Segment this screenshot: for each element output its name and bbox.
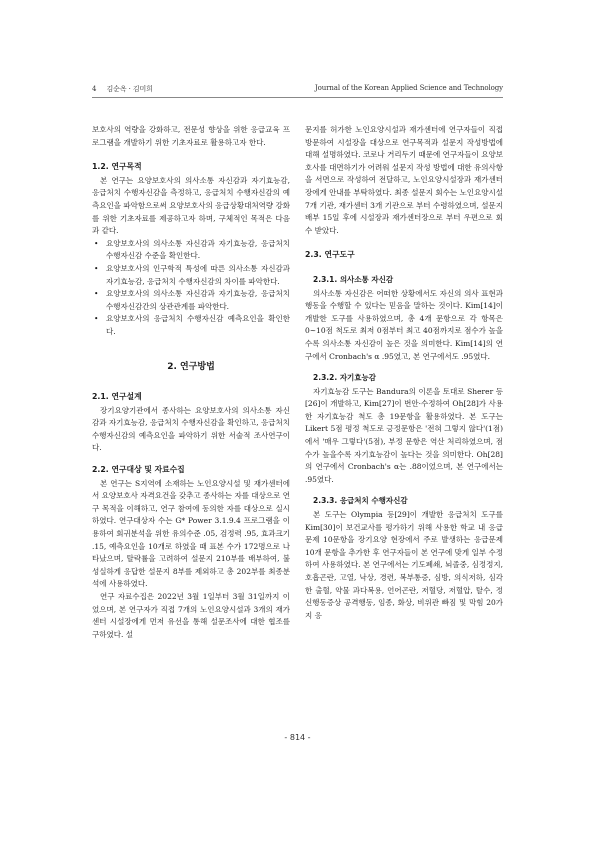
section-2-1-paragraph: 장기요양기관에서 종사하는 요양보호사의 의사소통 자신감과 자기효능감, 응급처치 수행자신감을 확인하고, 응급처치 수행자신감의 예측요인을 파악하기 위한 서술적 조사연구이다. — [92, 405, 290, 453]
section-2-3-2-paragraph: 자기효능감 도구는 Bandura의 이론을 토대로 Sherer 등[26]이 개발하고, Kim[27]이 번안·수정하여 Oh[28]가 사용한 자기효능감 척도 총 19문항을 활용하였다. 본 도구는 Likert 5점 평정 척도로 긍정문항은 '전혀 그렇지 않다'(1점)에서 '매우 그렇다'(5점), 부정 문항은 역산 처리하였으며, 점수가 높을수록 자기효능감이 높다는 것을 의미한다. Oh[28]의 연구에서 Cronbach's α는 .88이었으며, 본 연구에서는 .95였다. — [305, 386, 503, 484]
section-2-3-3-paragraph: 본 도구는 Olympia 등[29]이 개발한 응급처치 도구를 Kim[30]이 보건교사를 평가하기 위해 사용한 학교 내 응급문제 10문항을 장기요양 현장에서 주로 발생하는 응급문제 10개 문항을 추가한 후 연구자들이 본 연구에 맞게 일부 수정하여 사용하였다. 본 연구에서는 기도폐쇄, 뇌졸중, 심정정지, 호흡곤란, 고열, 낙상, 경련, 복부통증, 심방, 의식저하, 심각한 출혈, 약물 과다복용, 언어곤란, 저혈당, 저혈압, 탈수, 정신행동증상 공격행동, 임종, 화상, 비위관 빠짐 및 막힘 20가지 응 — [305, 510, 503, 620]
section-2-2-paragraph-1: 본 연구는 S지역에 소재하는 노인요양시설 및 재가센터에서 요양보호사 자격요건을 갖추고 종사하는 자를 대상으로 연구 목적을 이해하고, 연구 참여에 동의한 자를 대상으로 실시하였다. 연구대상자 수는 G* Power 3.1.9.4 프로그램을 이용하여 회귀분석을 위한 유의수준 .05, 검정력 .95, 효과크기 .15, 예측요인을 10개로 하였을 때 표본 수가 172명으로 나타났으며, 탈락률을 고려하여 설문지 210부를 배부하여, 불성실하게 응답한 설문지 8부를 제외하고 총 202부를 최종분석에 사용하였다. — [92, 478, 290, 589]
running-header — [92, 84, 503, 94]
header-authors: 김순옥 · 김미희 — [106, 85, 153, 93]
continued-paragraph: 문지를 허가한 노인요양시설과 재가센터에 연구자들이 직접 방문하여 시설장을 대상으로 연구목적과 설문지 작성방법에 대해 설명하였다. 코로나 거리두기 때문에 연구자들이 요양보호사를 대면하기가 어려워 설문지 작성 방법에 대한 유의사항을 서면으로 작성하여 전달하고, 노인요양시설장과 재가센터장에게 안내를 부탁하였다. 최종 설문지 회수는 노인요양시설 7개 기관, 재가센터 3개 기관으로 부터 수령하였으며, 설문지 배부 15일 후에 시설장과 재가센터장으로 부터 우편으로 회수 받았다. — [305, 125, 503, 235]
left-column — [92, 124, 290, 641]
section-1-2-heading: 1.2. 연구목적 — [92, 162, 142, 172]
section-2-2-heading: 2.2. 연구대상 및 자료수집 — [92, 465, 185, 475]
objectives-list — [92, 238, 290, 339]
header-divider — [92, 97, 503, 98]
right-column — [305, 124, 503, 622]
section-2-2-paragraph-2: 연구 자료수집은 2022년 3월 1일부터 3월 31일까지 이었으며, 본 연구자가 직접 7개의 노인요양시설과 3개의 재가센터 시설장에게 먼저 유선을 통해 설문조사에 대한 협조를 구하였다. 설 — [92, 592, 290, 639]
intro-paragraph: 보호사의 역량을 강화하고, 전문성 향상을 위한 응급교육 프로그램을 개발하기 위한 기초자료로 활용하고자 한다. — [92, 125, 290, 147]
list-item: • 요양보호사의 응급처치 수행자신감 예측요인을 확인한다. — [92, 313, 290, 338]
list-item: • 요양보호사의 인구학적 특성에 따른 의사소통 자신감과 자기효능감, 응급처치 수행자신감의 차이를 파악한다. — [92, 263, 290, 288]
section-1-2-paragraph: 본 연구는 요양보호사의 의사소통 자신감과 자기효능감, 응급처치 수행자신감을 측정하고, 응급처치 수행자신감의 예측요인을 파악함으로써 요양보호사의 응급상황대처역량 강화를 위한 기초자료를 제공하고자 하며, 구체적인 목적은 다음과 같다. — [92, 175, 290, 236]
section-2-3-1-heading: 2.3.1. 의사소통 자신감 — [313, 274, 394, 284]
header-left — [92, 84, 161, 94]
section-2-3-heading: 2.3. 연구도구 — [305, 250, 355, 260]
header-journal: Journal of the Korean Applied Science and Technology — [314, 84, 503, 92]
page-footer-number: - 814 - — [284, 733, 311, 742]
section-2-3-1-paragraph: 의사소통 자신감은 어떠한 상황에서도 자신의 의사 표현과 행동을 수행할 수 있다는 믿음을 말하는 것이다. Kim[14]이 개발한 도구를 사용하였으며, 총 4개 문항으로 각 항목은 0~10점 척도로 최저 0점부터 최고 40점까지로 점수가 높을수록 의사소통 자신감이 높은 것을 의미한다. Kim[14]의 연구에서 Cronbach's α .95였고, 본 연구에서도 .95였다. — [305, 288, 503, 361]
section-2-3-3-heading: 2.3.3. 응급처치 수행자신감 — [313, 496, 408, 506]
section-2-title: 2. 연구방법 — [167, 361, 215, 372]
list-item: • 요양보호사의 의사소통 자신감과 자기효능감, 응급처치 수행자신감 수준을 확인한다. — [92, 238, 290, 263]
list-item: • 요양보호사의 의사소통 자신감과 자기효능감, 응급처치 수행자신감간의 상관관계를 파악한다. — [92, 288, 290, 313]
section-2-3-2-heading: 2.3.2. 자기효능감 — [313, 373, 377, 383]
header-page-number: 4 — [92, 85, 97, 93]
section-2-1-heading: 2.1. 연구설계 — [92, 392, 142, 402]
